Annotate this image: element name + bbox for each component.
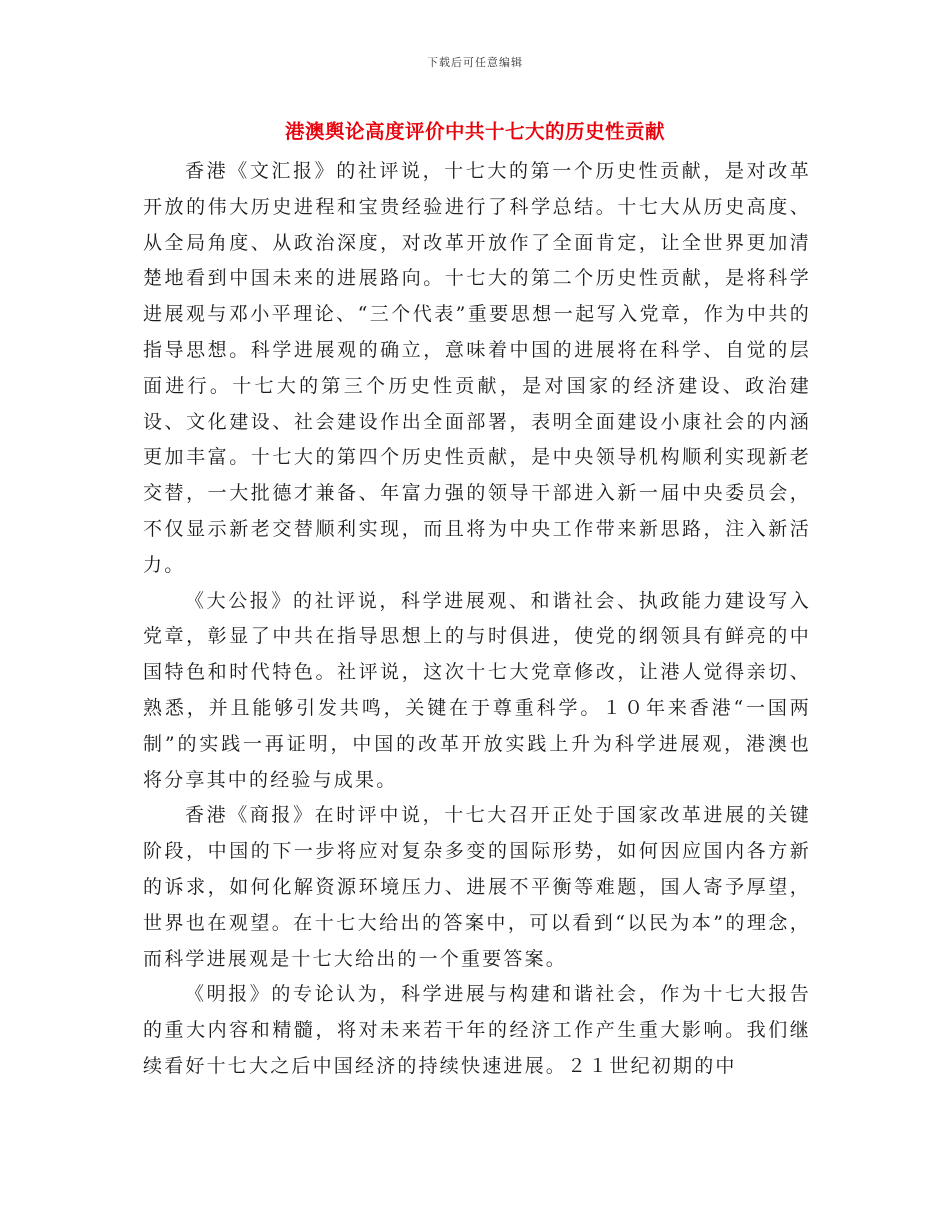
document-title: 港澳舆论高度评价中共十七大的历史性贡献: [284, 120, 665, 143]
paragraph-commercial-daily: 香港《商报》在时评中说，十七大召开正处于国家改革进展的关键阶段，中国的下一步将应对复杂多变的国际形势，如何因应国内各方新的诉求，如何化解资源环境压力、进展不平衡等难题，国人寄予厚望，世界也在观望。在十七大给出的答案中，可以看到“以民为本”的理念，而科学进展观是十七大给出的一个重要答案。: [143, 804, 811, 970]
header-note: 下载后可任意编辑: [427, 56, 523, 69]
paragraph-mingpao: 《明报》的专论认为，科学进展与构建和谐社会，作为十七大报告的重大内容和精髓，将对未来若干年的经济工作产生重大影响。我们继续看好十七大之后中国经济的持续快速进展。２１世纪初期的中: [143, 983, 811, 1077]
article-body: [143, 154, 811, 1085]
paragraph-takungpao: 《大公报》的社评说，科学进展观、和谐社会、执政能力建设写入党章，彰显了中共在指导思想上的与时俱进，使党的纲领具有鲜亮的中国特色和时代特色。社评说，这次十七大党章修改，让港人觉得亲切、熟悉，并且能够引发共鸣，关键在于尊重科学。１０年来香港“一国两制”的实践一再证明，中国的改革开放实践上升为科学进展观，港澳也将分享其中的经验与成果。: [143, 589, 811, 791]
paragraph-wenhuibao: 香港《文汇报》的社评说，十七大的第一个历史性贡献，是对改革开放的伟大历史进程和宝贵经验进行了科学总结。十七大从历史高度、从全局角度、从政治深度，对改革开放作了全面肯定，让全世界更加清楚地看到中国未来的进展路向。十七大的第二个历史性贡献，是将科学进展观与邓小平理论、“三个代表”重要思想一起写入党章，作为中共的指导思想。科学进展观的确立，意味着中国的进展将在科学、自觉的层面进行。十七大的第三个历史性贡献，是对国家的经济建设、政治建设、文化建设、社会建设作出全面部署，表明全面建设小康社会的内涵更加丰富。十七大的第四个历史性贡献，是中央领导机构顺利实现新老交替，一大批德才兼备、年富力强的领导干部进入新一届中央委员会，不仅显示新老交替顺利实现，而且将为中央工作带来新思路，注入新活力。: [143, 160, 811, 576]
